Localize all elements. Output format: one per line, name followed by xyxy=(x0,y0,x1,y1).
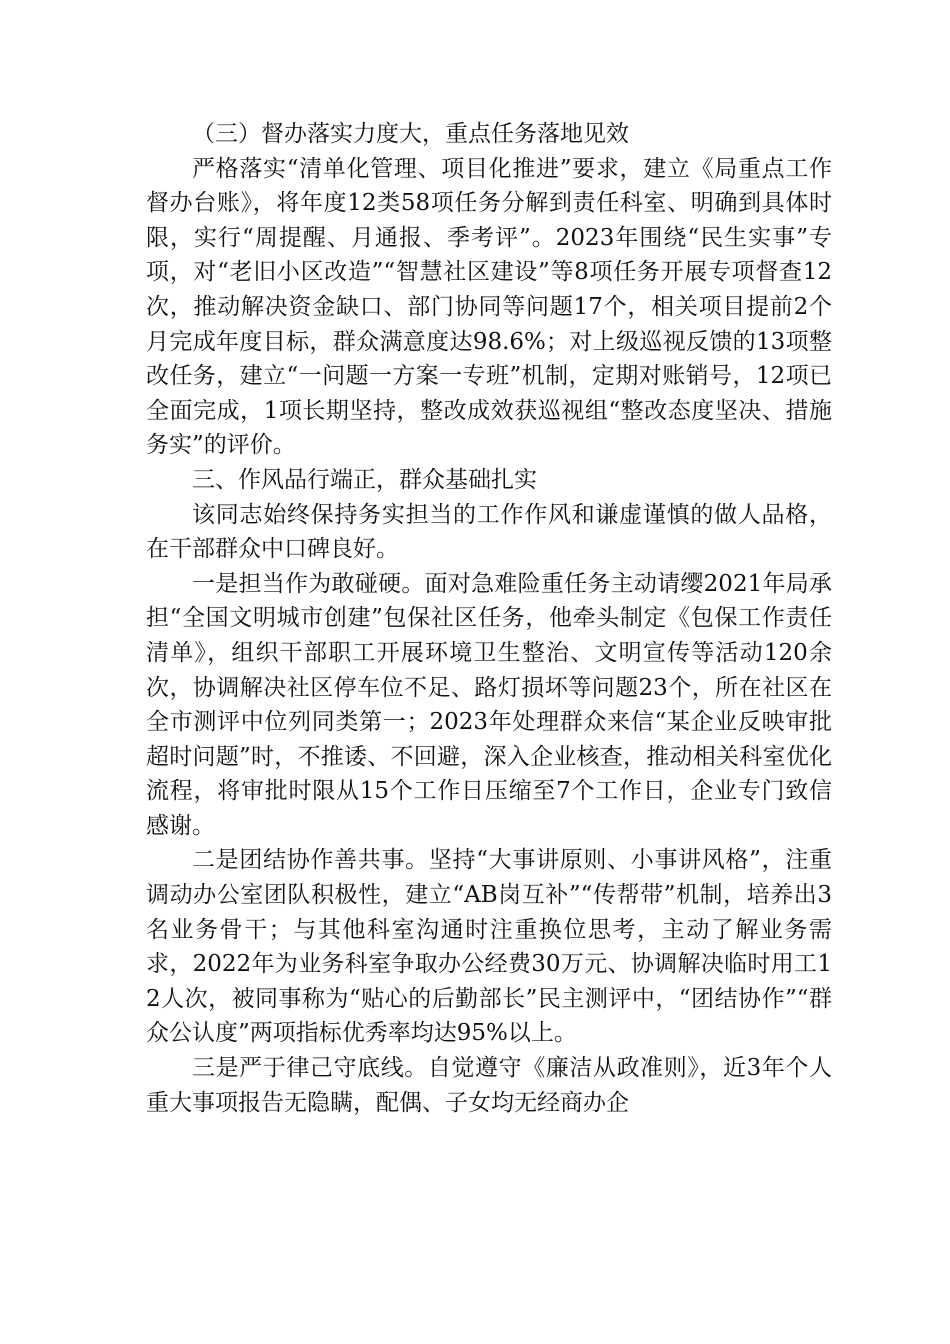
paragraph-conduct-intro: 该同志始终保持务实担当的工作作风和谦虚谨慎的做人品格，在干部群众中口碑良好。 xyxy=(146,501,832,563)
section-heading-conduct: 三、作风品行端正，群众基础扎实 xyxy=(192,466,537,493)
paragraph-supervision: 严格落实“清单化管理、项目化推进”要求，建立《局重点工作督办台账》，将年度12类58项任务分解到责任科室、明确到具体时限，实行“周提醒、月通报、季考评”。2023年围绕“民生实事”专项，对“老旧小区改造”“智慧社区建设”等8项任务开展专项督查12次，推动解决资金缺口、部门协同等问题17个，相关项目提前2个月完成年度目标，群众满意度达98.6%；对上级巡视反馈的13项整改任务，建立“一问题一方案一专班”机制，定期对账销号，12项已全面完成，1项长期坚持，整改成效获巡视组“整改态度坚决、措施务实”的评价。 xyxy=(146,155,832,459)
paragraph-teamwork: 二是团结协作善共事。坚持“大事讲原则、小事讲风格”，注重调动办公室团队积极性，建立“AB岗互补”“传帮带”机制，培养出3名业务骨干；与其他科室沟通时注重换位思考，主动了解业务需求，2022年为业务科室争取办公经费30万元、协调解决临时用工12人次，被同事称为“贴心的后勤部长”民主测评中，“团结协作”“群众公认度”两项指标优秀率均达95%以上。 xyxy=(146,847,832,1047)
paragraph-self-discipline: 三是严于律己守底线。自觉遵守《廉洁从政准则》，近3年个人重大事项报告无隐瞒，配偶、子女均无经商办企 xyxy=(146,1055,832,1116)
paragraph-responsibility: 一是担当作为敢碰硬。面对急难险重任务主动请缨2021年局承担“全国文明城市创建”包保社区任务，他牵头制定《包保工作责任清单》，组织干部职工开展环境卫生整治、文明宣传等活动120余次，协调解决社区停车位不足、路灯损坏等问题23个，所在社区在全市测评中位列同类第一；2023年处理群众来信“某企业反映审批超时问题”时，不推诿、不回避，深入企业核查，推动相关科室优化流程，将审批时限从15个工作日压缩至7个工作日，企业专门致信感谢。 xyxy=(146,570,832,839)
section-heading-supervision: （三）督办落实力度大，重点任务落地见效 xyxy=(192,121,629,147)
document-body xyxy=(146,117,832,1120)
